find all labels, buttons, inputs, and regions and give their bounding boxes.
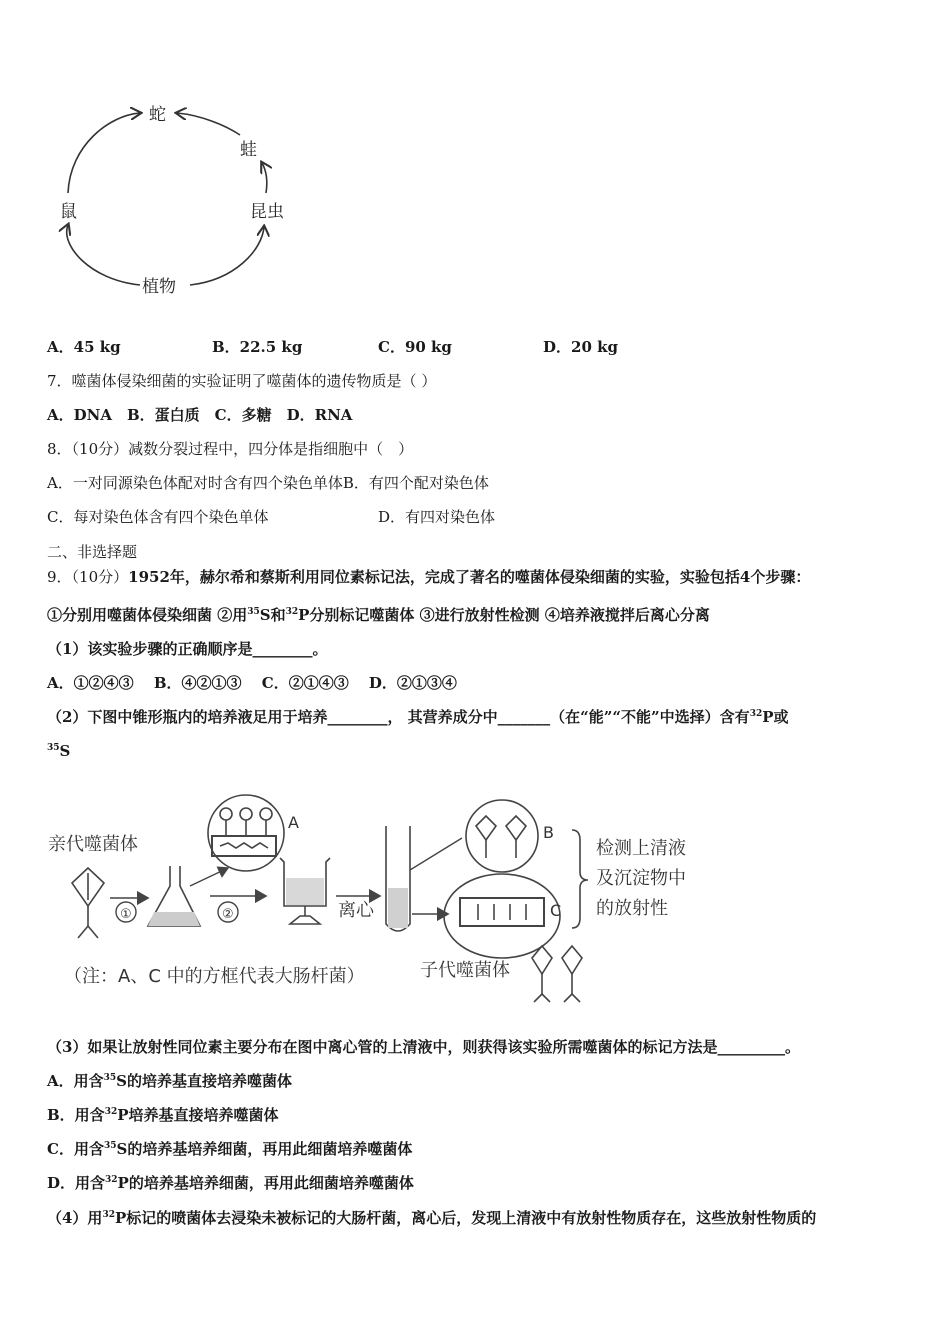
diagram-note: （注：A、C 中的方框代表大肠杆菌） bbox=[64, 966, 365, 987]
child-phage-icons bbox=[532, 946, 582, 1002]
q9-sub1-options: A．①②④③ B．④②①③ C．②①④③ D．②①③④ bbox=[47, 674, 457, 692]
arrow-plant-to-mouse bbox=[67, 225, 140, 285]
q6-option-c: C．90 kg bbox=[378, 338, 452, 356]
label-a: A bbox=[288, 813, 299, 832]
node-mouse: 鼠 bbox=[60, 202, 77, 222]
detect-line-3: 的放射性 bbox=[596, 898, 668, 919]
q9-text: 1952年，赫尔希和蔡斯利用同位素标记法，完成了著名的噬菌体侵染细菌的实验，实验包括4个步骤： bbox=[128, 568, 811, 586]
q9-sub3: （3）如果让放射性同位素主要分布在图中离心管的上清液中，则获得该实验所需噬菌体的标记方法是_________。 bbox=[47, 1038, 800, 1056]
zoom-line-a bbox=[190, 868, 228, 886]
detect-line-1: 检测上清液 bbox=[596, 838, 686, 859]
arrow-mouse-to-snake bbox=[68, 113, 140, 193]
q8-option-c: C．每对染色体含有四个染色单体 bbox=[47, 508, 269, 526]
precipitate-c-zoom bbox=[444, 874, 560, 958]
arrow-frog-to-snake bbox=[177, 113, 240, 135]
beaker-icon bbox=[280, 858, 330, 924]
q8-stem: 8．（10分）减数分裂过程中，四分体是指细胞中（ ） bbox=[47, 440, 414, 458]
experiment-diagram bbox=[40, 788, 720, 1008]
label-c: C bbox=[550, 901, 562, 920]
q9-sub1: （1）该实验步骤的正确顺序是________。 bbox=[47, 640, 328, 658]
arrow-insect-to-frog bbox=[262, 163, 267, 193]
q6-option-d: D．20 kg bbox=[543, 338, 618, 356]
conical-flask-icon bbox=[148, 866, 200, 926]
line-to-b bbox=[410, 838, 462, 870]
parent-phage-label: 亲代噬菌体 bbox=[48, 834, 138, 855]
q9-sub3-option-d: D．用含$^{32}$P的培养基培养细菌，再用此细菌培养噬菌体 bbox=[47, 1174, 414, 1192]
bracket bbox=[572, 830, 588, 928]
node-plant: 植物 bbox=[142, 277, 176, 297]
arrow-plant-to-insect bbox=[190, 227, 264, 285]
detect-line-2: 及沉淀物中 bbox=[596, 868, 686, 889]
q7-stem: 7．噬菌体侵染细菌的实验证明了噬菌体的遗传物质是（ ） bbox=[47, 372, 437, 390]
node-insect: 昆虫 bbox=[250, 202, 284, 222]
child-phage-label: 子代噬菌体 bbox=[420, 960, 510, 981]
node-frog: 蛙 bbox=[240, 140, 257, 160]
label-b: B bbox=[543, 823, 554, 842]
q9-sub2: （2）下图中锥形瓶内的培养液足用于培养________， 其营养成分中_______（在“能”“不能”中选择）含有$^{32}$P或 bbox=[47, 708, 789, 726]
supernatant-b-zoom bbox=[466, 800, 538, 872]
parent-phage-icon bbox=[72, 868, 104, 938]
test-tube-icon bbox=[386, 826, 410, 931]
q7-options: A．DNA B．蛋白质 C．多糖 D．RNA bbox=[47, 406, 353, 424]
q9-sub3-option-c: C．用含$^{35}$S的培养基培养细菌，再用此细菌培养噬菌体 bbox=[47, 1140, 413, 1158]
q8-option-d: D．有四对染色体 bbox=[378, 508, 496, 526]
section-title: 二、非选择题 bbox=[47, 543, 138, 561]
q9-number: 9．（10分） bbox=[47, 568, 129, 586]
centrifuge-label: 离心 bbox=[338, 900, 374, 921]
food-web-diagram bbox=[40, 95, 310, 305]
q9-sub3-option-a: A．用含$^{35}$S的培养基直接培养噬菌体 bbox=[47, 1072, 293, 1090]
q9-sub4: （4）用$^{32}$P标记的喷菌体去浸染未被标记的大肠杆菌，离心后，发现上清液中有放射性物质存在，这些放射性物质的 bbox=[47, 1209, 817, 1227]
q9-steps: ①分别用噬菌体侵染细菌 ②用$^{35}$S和$^{32}$P分别标记噬菌体 ③进行放射性检测 ④培养液搅拌后离心分离 bbox=[47, 606, 710, 624]
q9-sub3-option-b: B．用含$^{32}$P培养基直接培养噬菌体 bbox=[47, 1106, 279, 1124]
q6-option-a: A．45 kg bbox=[47, 338, 121, 356]
step-1-label: ① bbox=[120, 907, 132, 922]
node-snake: 蛇 bbox=[149, 105, 166, 125]
q9-sub2-continued: $^{35}$S bbox=[47, 742, 71, 760]
q9-stem bbox=[47, 566, 810, 587]
step-2-label: ② bbox=[222, 907, 234, 922]
q6-option-b: B．22.5 kg bbox=[212, 338, 303, 356]
cell-a-zoom bbox=[208, 795, 284, 871]
q8-options-ab: A．一对同源染色体配对时含有四个染色单体B．有四个配对染色体 bbox=[47, 474, 489, 492]
